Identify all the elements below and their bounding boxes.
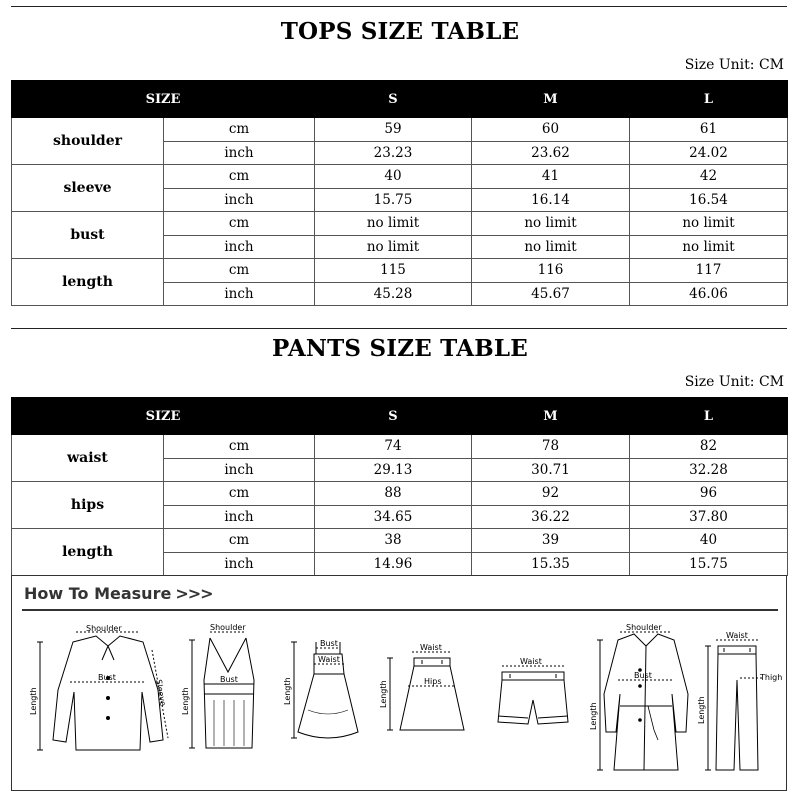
coat-bust-label: Bust <box>634 671 652 680</box>
value-cell: 14.96 <box>315 552 472 576</box>
value-cell: 46.06 <box>630 282 788 306</box>
table-row <box>12 435 788 459</box>
value-cell: 61 <box>630 118 788 142</box>
how-to-measure-panel <box>11 575 787 791</box>
guide-underline <box>22 609 778 611</box>
sleeve-label: sleeve <box>12 165 164 212</box>
value-cell: no limit <box>630 235 788 259</box>
unit-cell: inch <box>164 235 315 259</box>
size-l-header: L <box>630 398 788 435</box>
value-cell: 39 <box>472 529 630 553</box>
section-divider <box>11 328 787 329</box>
value-cell: 30.71 <box>472 458 630 482</box>
coat-figure-icon <box>597 632 688 770</box>
value-cell: 92 <box>472 482 630 506</box>
value-cell: 32.28 <box>630 458 788 482</box>
size-header: SIZE <box>12 398 315 435</box>
shorts-figure-icon <box>498 666 568 724</box>
value-cell: 40 <box>315 165 472 189</box>
coat-shoulder-label: Shoulder <box>626 623 662 632</box>
unit-cell: inch <box>164 458 315 482</box>
unit-cell: cm <box>164 529 315 553</box>
value-cell: 82 <box>630 435 788 459</box>
tops-unit-label: Size Unit: CM <box>684 57 784 73</box>
trousers-thigh-label: Thigh <box>760 673 783 682</box>
pants-unit-label: Size Unit: CM <box>684 374 784 390</box>
cami-top-figure-icon <box>189 632 254 748</box>
unit-cell: inch <box>164 552 315 576</box>
value-cell: 96 <box>630 482 788 506</box>
bust-label: bust <box>12 212 164 259</box>
tops-size-table <box>11 80 788 306</box>
value-cell: 42 <box>630 165 788 189</box>
size-m-header: M <box>472 81 630 118</box>
size-m-header: M <box>472 398 630 435</box>
sundress-length-label: Length <box>283 677 292 705</box>
how-to-measure-label: How To Measure <box>24 584 172 603</box>
blouse-shoulder-label: Shoulder <box>86 624 122 633</box>
tops-title: TOPS SIZE TABLE <box>280 18 520 45</box>
table-header-row <box>12 81 788 118</box>
hips-label: hips <box>12 482 164 529</box>
unit-cell: inch <box>164 505 315 529</box>
cami-bust-label: Bust <box>220 675 238 684</box>
table-header-row <box>12 398 788 435</box>
unit-cell: cm <box>164 212 315 236</box>
value-cell: no limit <box>472 235 630 259</box>
table-row <box>12 165 788 189</box>
sundress-bust-label: Bust <box>320 639 338 648</box>
value-cell: 38 <box>315 529 472 553</box>
value-cell: 78 <box>472 435 630 459</box>
value-cell: 116 <box>472 259 630 283</box>
unit-cell: inch <box>164 141 315 165</box>
value-cell: 74 <box>315 435 472 459</box>
length-label: length <box>12 259 164 306</box>
blouse-length-label: Length <box>29 687 38 715</box>
value-cell: 23.62 <box>472 141 630 165</box>
value-cell: 15.75 <box>315 188 472 212</box>
shorts-waist-label: Waist <box>520 657 542 666</box>
blouse-sleeve-label: Sleeve <box>154 678 168 707</box>
value-cell: 15.75 <box>630 552 788 576</box>
value-cell: 15.35 <box>472 552 630 576</box>
value-cell: 60 <box>472 118 630 142</box>
chevrons-icon: >>> <box>175 584 213 603</box>
unit-cell: cm <box>164 165 315 189</box>
size-s-header: S <box>315 81 472 118</box>
table-row <box>12 482 788 506</box>
cami-shoulder-label: Shoulder <box>210 623 246 632</box>
value-cell: 29.13 <box>315 458 472 482</box>
coat-length-label: Length <box>589 702 598 730</box>
table-row <box>12 212 788 236</box>
value-cell: 24.02 <box>630 141 788 165</box>
skirt-figure-icon <box>387 652 464 730</box>
measurement-figures <box>18 620 783 786</box>
value-cell: 34.65 <box>315 505 472 529</box>
value-cell: 45.67 <box>472 282 630 306</box>
value-cell: 59 <box>315 118 472 142</box>
table-row <box>12 118 788 142</box>
value-cell: 115 <box>315 259 472 283</box>
shoulder-label: shoulder <box>12 118 164 165</box>
length-label: length <box>12 529 164 576</box>
value-cell: 40 <box>630 529 788 553</box>
value-cell: 37.80 <box>630 505 788 529</box>
pants-title: PANTS SIZE TABLE <box>272 335 528 362</box>
skirt-length-label: Length <box>379 680 388 708</box>
waist-label: waist <box>12 435 164 482</box>
value-cell: 88 <box>315 482 472 506</box>
size-header: SIZE <box>12 81 315 118</box>
value-cell: 23.23 <box>315 141 472 165</box>
how-to-measure-title <box>24 584 213 603</box>
trousers-figure-icon <box>705 640 764 770</box>
top-divider <box>11 6 787 7</box>
blouse-figure-icon <box>37 632 168 750</box>
trousers-waist-label: Waist <box>726 631 748 640</box>
unit-cell: cm <box>164 435 315 459</box>
value-cell: no limit <box>630 212 788 236</box>
value-cell: 36.22 <box>472 505 630 529</box>
value-cell: 41 <box>472 165 630 189</box>
value-cell: 45.28 <box>315 282 472 306</box>
value-cell: no limit <box>315 212 472 236</box>
value-cell: 16.14 <box>472 188 630 212</box>
cami-length-label: Length <box>181 687 190 715</box>
blouse-bust-label: Bust <box>98 673 116 682</box>
unit-cell: inch <box>164 188 315 212</box>
unit-cell: cm <box>164 118 315 142</box>
value-cell: 16.54 <box>630 188 788 212</box>
sundress-waist-label: Waist <box>318 655 340 664</box>
unit-cell: cm <box>164 482 315 506</box>
skirt-waist-label: Waist <box>420 643 442 652</box>
value-cell: no limit <box>315 235 472 259</box>
pants-size-table <box>11 397 788 576</box>
table-row <box>12 259 788 283</box>
table-row <box>12 529 788 553</box>
unit-cell: cm <box>164 259 315 283</box>
trousers-length-label: Length <box>697 696 706 724</box>
size-s-header: S <box>315 398 472 435</box>
size-l-header: L <box>630 81 788 118</box>
skirt-hips-label: Hips <box>424 677 442 686</box>
value-cell: 117 <box>630 259 788 283</box>
value-cell: no limit <box>472 212 630 236</box>
unit-cell: inch <box>164 282 315 306</box>
